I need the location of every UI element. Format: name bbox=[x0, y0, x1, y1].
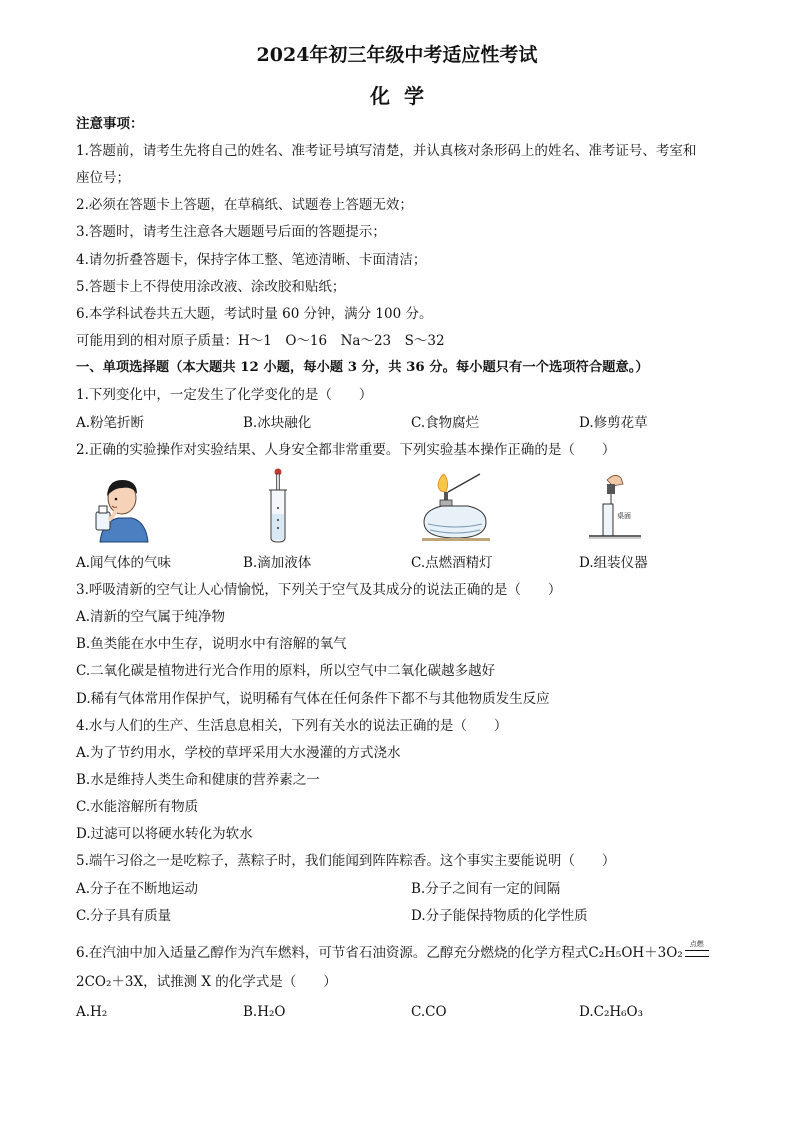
notice-item: 5.答题卡上不得使用涂改液、涂改胶和贴纸； bbox=[76, 279, 346, 295]
subject-title: 化学 bbox=[370, 84, 438, 108]
question-stem: 2.正确的实验操作对实验结果、人身安全都非常重要。下列实验基本操作正确的是（ ） bbox=[76, 442, 616, 458]
option-b: B.滴加液体 bbox=[243, 555, 312, 571]
smelling-gas-figure bbox=[92, 474, 154, 544]
option-c: C.二氧化碳是植物进行光合作用的原料，所以空气中二氧化碳越多越好 bbox=[76, 663, 496, 679]
option-a: A.分子在不断地运动 bbox=[76, 881, 199, 897]
option-d: D.稀有气体常用作保护气，说明稀有气体在任何条件下都不与其他物质发生反应 bbox=[76, 691, 550, 707]
option-d: D.过滤可以将硬水转化为软水 bbox=[76, 826, 253, 842]
option-b: B.水是维持人类生命和健康的营养素之一 bbox=[76, 772, 320, 788]
atomic-mass-line: 可能用到的相对原子质量：H～1 O～16 Na～23 S～32 bbox=[76, 333, 445, 349]
option-d: D.分子能保持物质的化学性质 bbox=[411, 908, 588, 924]
option-a: A.粉笔折断 bbox=[76, 415, 145, 431]
question-stem-continued bbox=[76, 972, 337, 992]
option-d: D.组装仪器 bbox=[579, 555, 648, 571]
equation-right: 2CO₂＋3X bbox=[76, 974, 144, 990]
option-a: A.清新的空气属于纯净物 bbox=[76, 609, 226, 625]
option-c: C.点燃酒精灯 bbox=[411, 555, 493, 571]
option-c: C.食物腐烂 bbox=[411, 415, 480, 431]
section-heading: 一、单项选择题（本大题共 12 小题，每小题 3 分，共 36 分。每小题只有一个选项符合题意。） bbox=[76, 360, 649, 375]
question-stem: 4.水与人们的生产、生活息息相关，下列有关水的说法正确的是（ ） bbox=[76, 718, 508, 734]
option-c: C.水能溶解所有物质 bbox=[76, 799, 199, 815]
question-stem-text: ，试推测 X 的化学式是（ ） bbox=[143, 974, 337, 990]
option-d: D.修剪花草 bbox=[579, 415, 648, 431]
notice-item: 2.必须在答题卡上答题，在草稿纸、试题卷上答题无效； bbox=[76, 197, 413, 213]
option-c: C.CO bbox=[411, 1004, 447, 1020]
option-b: B.鱼类能在水中生存，说明水中有溶解的氧气 bbox=[76, 636, 347, 652]
dropping-liquid-figure bbox=[265, 468, 291, 544]
alcohol-lamp-figure bbox=[420, 470, 492, 544]
notice-heading: 注意事项： bbox=[76, 116, 144, 132]
assembling-apparatus-figure bbox=[585, 470, 645, 544]
reaction-condition bbox=[683, 940, 711, 963]
question-stem bbox=[76, 940, 711, 963]
condition-label: 点燃 bbox=[689, 940, 704, 948]
notice-item: 1.答题前，请考生先将自己的姓名、准考证号填写清楚，并认真核对条形码上的姓名、准考证号、考室和 bbox=[76, 143, 697, 159]
notice-item: 4.请勿折叠答题卡，保持字体工整、笔迹清晰、卡面清洁； bbox=[76, 252, 427, 268]
question-stem: 1.下列变化中，一定发生了化学变化的是（ ） bbox=[76, 387, 373, 403]
option-b: B.分子之间有一定的间隔 bbox=[411, 881, 561, 897]
option-a: A.为了节约用水，学校的草坪采用大水漫灌的方式浇水 bbox=[76, 745, 401, 761]
option-b: B.冰块融化 bbox=[243, 415, 312, 431]
option-a: A.H₂ bbox=[76, 1004, 108, 1020]
equation-left: C₂H₅OH＋3O₂ bbox=[588, 945, 683, 961]
desk-label: 桌面 bbox=[617, 512, 631, 520]
question-stem-text: 6.在汽油中加入适量乙醇作为汽车燃料，可节省石油资源。乙醇充分燃烧的化学方程式 bbox=[76, 945, 589, 961]
question-stem: 3.呼吸清新的空气让人心情愉悦，下列关于空气及其成分的说法正确的是（ ） bbox=[76, 582, 562, 598]
option-b: B.H₂O bbox=[243, 1004, 286, 1020]
question-stem: 5.端午习俗之一是吃粽子，蒸粽子时，我们能闻到阵阵粽香。这个事实主要能说明（ ） bbox=[76, 853, 616, 869]
option-d: D.C₂H₆O₃ bbox=[579, 1004, 644, 1020]
notice-item: 3.答题时，请考生注意各大题题号后面的答题提示； bbox=[76, 224, 386, 240]
option-a: A.闻气体的气味 bbox=[76, 555, 172, 571]
notice-item: 6.本学科试卷共五大题，考试时量 60 分钟，满分 100 分。 bbox=[76, 306, 433, 322]
notice-item: 座位号； bbox=[76, 170, 130, 186]
option-c: C.分子具有质量 bbox=[76, 908, 172, 924]
exam-title: 2024年初三年级中考适应性考试 bbox=[256, 44, 538, 66]
